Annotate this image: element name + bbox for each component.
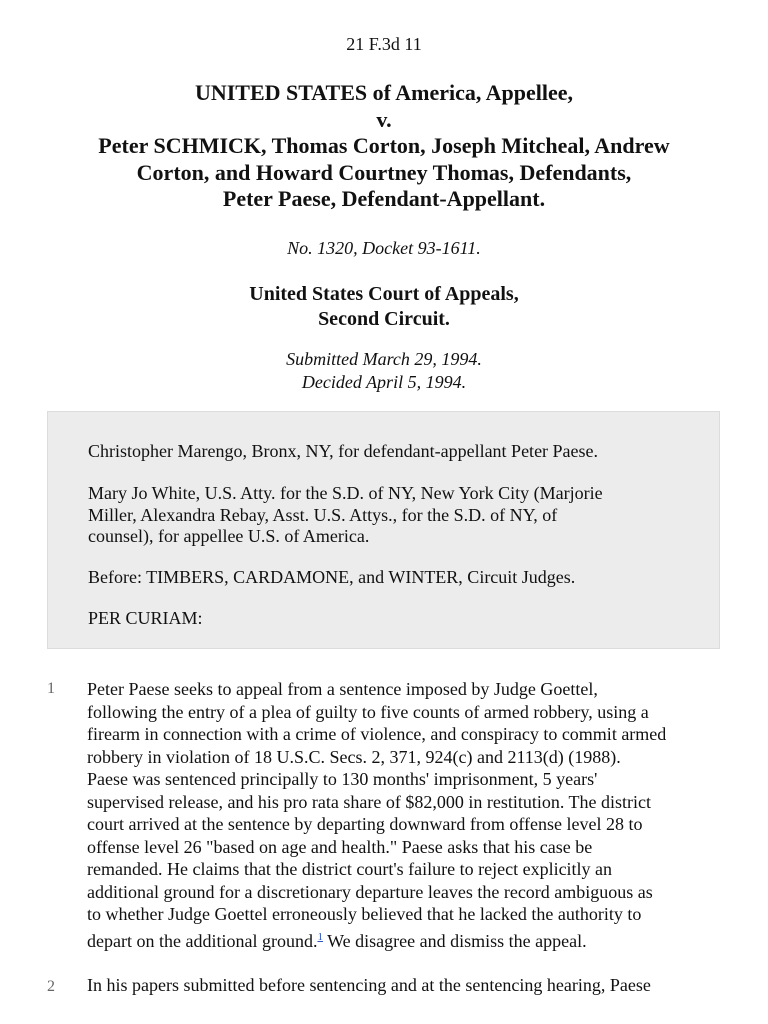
court-name bbox=[0, 282, 768, 332]
counsel-appellee-line-3: counsel), for appellee U.S. of America. bbox=[88, 526, 370, 546]
caption-appellee: UNITED STATES of America, Appellee, bbox=[194, 80, 574, 105]
paragraph-line: remanded. He claims that the district court's failure to reject explicitly an bbox=[87, 859, 613, 879]
docket-number: No. 1320, Docket 93-1611. bbox=[287, 238, 481, 258]
paragraph-line: offense level 26 "based on age and health." Paese asks that his case be bbox=[87, 836, 593, 857]
counsel-appellee bbox=[88, 483, 688, 548]
paragraph-line: Peter Paese seeks to appeal from a sentence imposed by Judge Goettel, bbox=[87, 679, 598, 699]
panel-judges: Before: TIMBERS, CARDAMONE, and WINTER, Circuit Judges. bbox=[88, 567, 576, 587]
paragraph-line: firearm in connection with a crime of violence, and conspiracy to commit armed bbox=[87, 724, 667, 744]
paragraph-line: court arrived at the sentence by departing downward from offense level 28 to bbox=[87, 814, 643, 834]
submitted-date: Submitted March 29, 1994. bbox=[286, 349, 482, 369]
caption-defendants-line-1: Peter SCHMICK, Thomas Corton, Joseph Mitcheal, Andrew bbox=[98, 133, 670, 158]
case-citation: 21 F.3d 11 bbox=[346, 34, 422, 54]
footnote-link[interactable]: 1 bbox=[317, 930, 323, 943]
caption-defendants-line-2: Corton, and Howard Courtney Thomas, Defendants, bbox=[136, 159, 632, 185]
caption-appellant: Peter Paese, Defendant-Appellant. bbox=[222, 186, 546, 211]
opinion-paragraph bbox=[87, 974, 727, 997]
counsel-appellee-line-1: Mary Jo White, U.S. Atty. for the S.D. of NY, New York City (Marjorie bbox=[88, 483, 603, 503]
paragraph-line: additional ground for a discretionary departure leaves the record ambiguous as bbox=[87, 881, 653, 902]
caption-versus: v. bbox=[376, 106, 392, 132]
per-curiam-heading: PER CURIAM: bbox=[88, 608, 203, 628]
paragraph-line: In his papers submitted before sentencing and at the sentencing hearing, Paese bbox=[87, 975, 651, 995]
counsel-appellee-line-2: Miller, Alexandra Rebay, Asst. U.S. Attys., for the S.D. of NY, of bbox=[88, 504, 558, 525]
paragraph-line: to whether Judge Goettel erroneously believed that he lacked the authority to bbox=[87, 904, 642, 924]
paragraph-line: depart on the additional ground. bbox=[87, 930, 318, 951]
case-caption bbox=[0, 80, 768, 213]
counsel-box bbox=[47, 411, 720, 649]
paragraph-line: following the entry of a plea of guilty to five counts of armed robbery, using a bbox=[87, 701, 649, 722]
decided-date: Decided April 5, 1994. bbox=[301, 372, 467, 392]
court-name-line-1: United States Court of Appeals, bbox=[249, 283, 519, 305]
opinion-paragraph bbox=[87, 678, 727, 952]
paragraph-line: supervised release, and his pro rata share of $82,000 in restitution. The district bbox=[87, 791, 652, 812]
counsel-defendant: Christopher Marengo, Bronx, NY, for defendant-appellant Peter Paese. bbox=[88, 441, 599, 461]
paragraph-line: robbery in violation of 18 U.S.C. Secs. 2, 371, 924(c) and 2113(d) (1988). bbox=[87, 746, 621, 767]
paragraph-number: 1 bbox=[47, 680, 55, 697]
court-name-line-2: Second Circuit. bbox=[318, 308, 450, 330]
paragraph-line: Paese was sentenced principally to 130 months' imprisonment, 5 years' bbox=[87, 769, 598, 789]
paragraph-line: We disagree and dismiss the appeal. bbox=[322, 930, 587, 951]
case-dates bbox=[0, 348, 768, 394]
paragraph-number: 2 bbox=[47, 978, 55, 995]
